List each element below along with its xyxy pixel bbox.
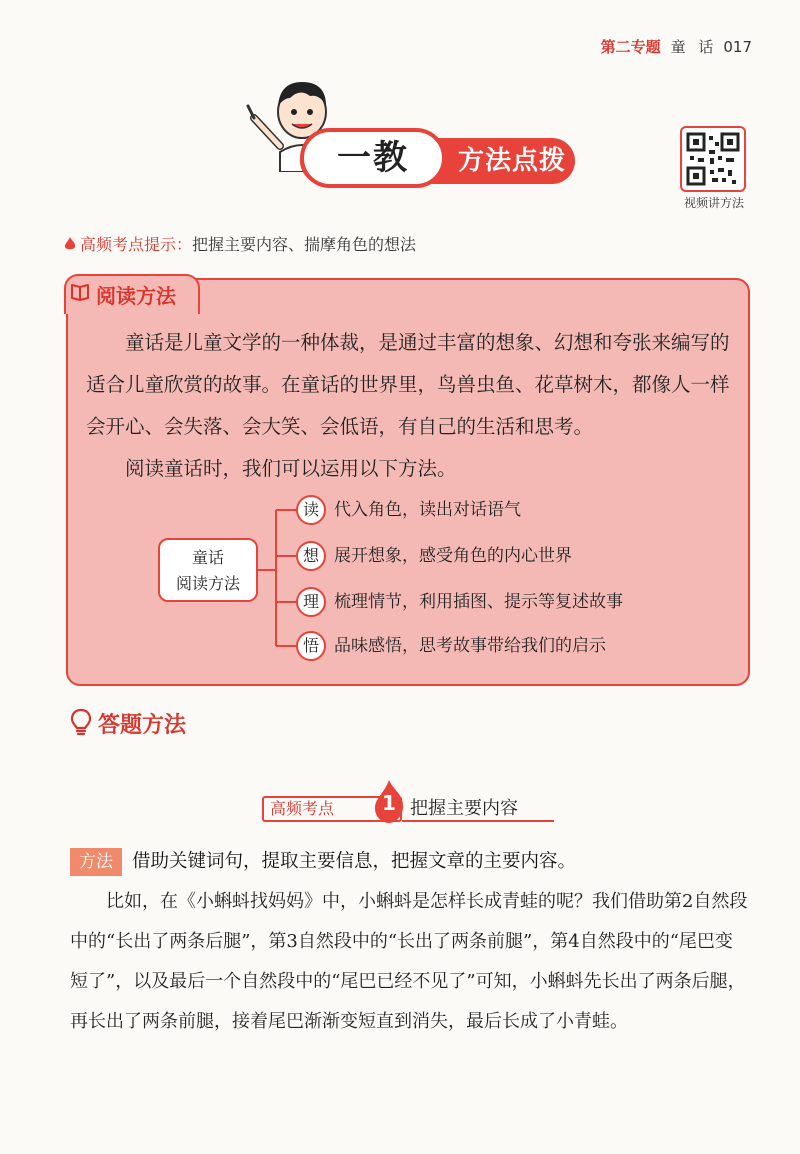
banner-lead: 一教 xyxy=(300,128,446,188)
mindmap-branch-text: 代入角色，读出对话语气 xyxy=(334,500,521,520)
flame-icon xyxy=(64,237,76,251)
example-paragraph: 比如，在《小蝌蚪找妈妈》中，小蝌蚪是怎样长成青蛙的呢？我们借助第2自然段中的“长出了两条后腿”，第3自然段中的“长出了两条前腿”，第4自然段中的“尾巴变短了”，以及最后一个自然段中的“尾巴已经不见了”可知，小蝌蚪先长出了两条后腿，再长出了两条前腿，接着尾巴渐渐变短直到消失，最后长成了小青蛙。 xyxy=(70,891,748,1032)
keypoint-underline xyxy=(402,820,554,822)
reading-paragraph-2: 阅读童话时，我们可以运用以下方法。 xyxy=(125,457,457,480)
qr-label: 视频讲方法 xyxy=(683,196,744,210)
reading-paragraph-1: 童话是儿童文学的一种体裁，是通过丰富的想象、幻想和夸张来编写的适合儿童欣赏的故事。在童话的世界里，鸟兽虫鱼、花草树木，都像人一样会开心、会失落、会大笑、会低语，有自己的生活和思考。 xyxy=(86,331,730,438)
tip-text: 把握主要内容、揣摩角色的想法 xyxy=(192,235,417,254)
tip-label: 高频考点提示： xyxy=(80,235,193,254)
mindmap-center-line1: 童话 xyxy=(191,548,224,567)
banner-subtitle: 方法点拨 xyxy=(458,146,567,176)
keypoint-title: 把握主要内容 xyxy=(410,798,518,819)
mindmap-branch-text: 展开想象，感受角色的内心世界 xyxy=(334,546,572,566)
mindmap-branch-text: 品味感悟，思考故事带给我们的启示 xyxy=(334,636,606,656)
topic-label: 童 话 xyxy=(670,38,718,56)
method-tag: 方法 xyxy=(70,848,122,876)
mindmap-branch-char: 读 xyxy=(296,495,326,525)
mindmap-branch-char: 理 xyxy=(296,587,326,617)
book-icon xyxy=(70,282,90,302)
mindmap-center-line2: 阅读方法 xyxy=(175,574,240,593)
mindmap-branch-char: 悟 xyxy=(296,631,326,661)
keypoint-label: 高频考点 xyxy=(270,799,335,818)
page-number: 017 xyxy=(723,38,752,56)
lightbulb-icon xyxy=(70,708,92,736)
qr-code[interactable] xyxy=(680,126,746,192)
method-text: 借助关键词句，提取主要信息，把握文章的主要内容。 xyxy=(132,851,577,872)
running-header xyxy=(601,36,752,57)
mindmap-branch-char: 想 xyxy=(296,541,326,571)
reading-method-title: 阅读方法 xyxy=(96,284,176,308)
tip-line xyxy=(64,232,416,255)
mindmap-connector xyxy=(254,502,304,662)
keypoint-number: 1 xyxy=(382,791,396,815)
section-label: 第二专题 xyxy=(600,38,661,56)
mindmap-branch-text: 梳理情节，利用插图、提示等复述故事 xyxy=(334,592,623,612)
section-banner xyxy=(240,72,580,202)
mindmap-center xyxy=(158,538,258,602)
qr-code-icon xyxy=(682,128,744,190)
answer-method-title: 答题方法 xyxy=(98,713,187,738)
